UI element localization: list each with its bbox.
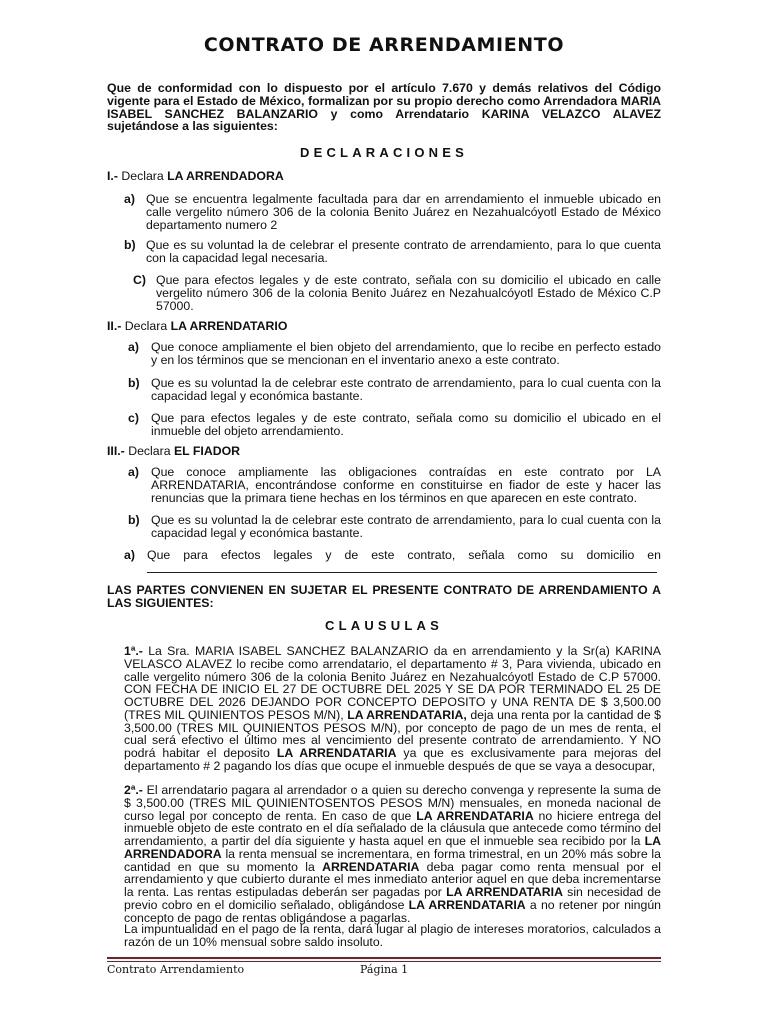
footer-title: Contrato Arrendamiento (107, 963, 245, 976)
item-label: b) (128, 513, 140, 527)
clause-text: deba pagar como renta mensual por el arrendamiento y que cubierto durante el mes inmediato anterior aquel en que deba incrementarse la renta. Las rentas estipuladas deberán ser pagadas por (124, 859, 662, 899)
section-number: I.- (107, 169, 118, 183)
declaration-item-3a (128, 466, 661, 506)
declaration-item-2a (128, 341, 661, 369)
clause-party: LA ARRENDATARIA (446, 885, 563, 899)
clause-party: LA ARRENDATARIA, (347, 707, 467, 722)
clause-2-paragraph (124, 784, 661, 924)
section-1-heading (107, 170, 284, 183)
section-verb: Declara (121, 169, 164, 183)
declaration-item-1b (124, 239, 661, 267)
section-party: LA ARRENDADORA (167, 169, 284, 183)
clause-text: la renta mensual se incrementara, en forma trimestral, en un 20% más sobre la cantidad en que su momento la (124, 846, 661, 874)
clause-text: ya que es exclusivamente para mejoras del departamento # 2 pagando los días que ocupe el inmueble después de que se vaya a desocupar, (124, 746, 661, 773)
section-number: II.- (107, 319, 122, 333)
clause-number: 2ª.- (124, 783, 143, 797)
clause-text: deja una renta por la cantidad de $ 3,500.00 (TRES MIL QUINIENTOS PESOS M/N), por concepto de pago de un mes de renta, el cual será efectivo el último mes al vencimiento del presente contrato de arrendamiento. Y NO podrá habitar el deposito (124, 707, 662, 760)
item-label: a) (128, 465, 139, 479)
declaraciones-heading: DECLARACIONES (300, 145, 468, 160)
declaration-item-1a (124, 193, 661, 233)
clause-party: ARRENDATARIA (322, 859, 420, 874)
section-2-heading (107, 320, 287, 333)
footer-rule-thin (107, 961, 661, 962)
item-label: b) (128, 376, 140, 390)
section-party: EL FIADOR (173, 444, 241, 458)
item-text: Que es su voluntad la de celebrar este contrato de arrendamiento, para lo cual cuenta con la capacidad legal y económica bastante. (151, 513, 661, 540)
clause-text: a no retener por ningún concepto de pago de rentas obligándose a pagarlas. (124, 897, 662, 925)
item-text: Que conoce ampliamente las obligaciones contraídas en este contrato por LA ARRENDATARIA, encontrándose conforme en constituirse en fiador de este y hacer las renuncias que la primara tiene hechas en los términos en que aparecen en este contrato. (151, 465, 661, 505)
item-text: Que para efectos legales y de este contrato, señala con su domicilio el ubicado en calle vergelito número 306 de la colonia Benito Juárez en Nezahualcóyotl Estado de México C.P 57000. (156, 273, 661, 313)
item-text: Que se encuentra legalmente facultada para dar en arrendamiento el inmueble ubicado en calle vergelito número 306 de la colonia Benito Juárez en Nezahualcóyotl Estado de México departamento numero 2 (146, 192, 661, 232)
declaration-item-2c (128, 412, 661, 440)
section-verb: Declara (124, 319, 168, 333)
footer-page-number: Página 1 (360, 963, 409, 976)
impuntualidad-paragraph: La impuntualidad en el pago de la renta, dará lugar al plagio de intereses moratorios, calculados a razón de un 10% mensual sobre saldo insoluto. (124, 922, 661, 949)
clause-party: LA ARRENDATARIA (408, 897, 526, 912)
clause-1-paragraph (124, 645, 661, 773)
section-number: III.- (107, 444, 125, 458)
item-text: Que para efectos legales y de este contrato, señala como su domicilio en (147, 548, 661, 562)
item-label: a) (124, 192, 135, 206)
section-3-heading (107, 445, 240, 458)
clausulas-heading: CLAUSULAS (325, 618, 443, 633)
item-text: Que para efectos legales y de este contrato, señala como su domicilio el ubicado en el inmueble del objeto arrendamiento. (151, 411, 661, 438)
section-party: LA ARRENDATARIO (170, 319, 288, 333)
declaration-item-2b (128, 377, 661, 405)
item-label: C) (133, 273, 146, 287)
declaration-item-3b (128, 514, 661, 542)
clause-text: La Sra. MARIA ISABEL SANCHEZ BALANZARIO da en arrendamiento y la Sr(a) KARINA VELASCO ALAVEZ lo recibe como arrendatario, el departamento # 3, Para vivienda, ubicado en calle vergelito número 306 de la colonia Benito Juárez en Nezahualcóyotl Estado de C.P 57000. CON FECHA DE INICIO EL 27 DE OCTUBRE DEL 2025 Y SE DA POR TERMINADO EL 25 DE OCTUBRE DEL 2026 DEJANDO POR CONCEPTO DEPOSITO y UNA RENTA DE $ 3,500.00 (TRES MIL QUINIENTOS PESOS M/N), (124, 644, 661, 722)
item-text: Que es su voluntad la de celebrar este contrato de arrendamiento, para lo cual cuenta con la capacidad legal y económica bastante. (151, 376, 661, 403)
declaration-item-3c (124, 549, 661, 565)
intro-paragraph: Que de conformidad con lo dispuesto por el artículo 7.670 y demás relativos del Código vigente para el Estado de México, formalizan por su propio derecho como Arrendadora MARIA ISABEL SANCHEZ BALANZARIO y como Arrendatario KARINA VELAZCO ALAVEZ sujetándose a las siguientes: (107, 81, 661, 134)
clause-number: 1ª.- (124, 644, 143, 658)
clause-text: sin necesidad de previo cobro en el domicilio señalado, obligándose (124, 885, 662, 912)
item-label: a) (128, 340, 139, 354)
clause-text: El arrendatario pagara al arrendador o a quien su derecho convenga y represente la suma de $ 3,500.00 (TRES MIL QUINIENTOSENTOS PESOS M/N) mensuales, en moneda nacional de curso legal por concepto de renta. En caso de que (124, 783, 661, 823)
convienen-paragraph: LAS PARTES CONVIENEN EN SUJETAR EL PRESENTE CONTRATO DE ARRENDAMIENTO A LAS SIGUIENTES: (107, 583, 661, 610)
declaration-item-1c (133, 274, 661, 314)
clause-party: LA ARRENDADORA (124, 834, 661, 861)
item-label: a) (124, 548, 135, 562)
document-title: CONTRATO DE ARRENDAMIENTO (203, 34, 565, 56)
footer-rule (107, 957, 661, 959)
item-label: b) (124, 238, 136, 252)
item-text: Que conoce ampliamente el bien objeto del arrendamiento, que lo recibe en perfecto estado y en los términos que se mencionan en el inventario anexo a este contrato. (151, 340, 661, 367)
item-label: c) (128, 411, 139, 425)
item-text: Que es su voluntad la de celebrar el presente contrato de arrendamiento, para lo que cuenta con la capacidad legal necesaria. (146, 238, 661, 265)
clause-party: LA ARRENDATARIA (276, 746, 397, 760)
blank-fill-line (147, 572, 657, 573)
section-verb: Declara (128, 444, 171, 458)
clause-party: LA ARRENDATARIA (416, 808, 534, 823)
clause-text: no hiciere entrega del inmueble objeto de este contrato en el día señalado de la cláusula que antecede como término del arrendamiento, a partir del día siguiente y hasta aquel en que el inmueble sea recibido por la (124, 808, 661, 848)
